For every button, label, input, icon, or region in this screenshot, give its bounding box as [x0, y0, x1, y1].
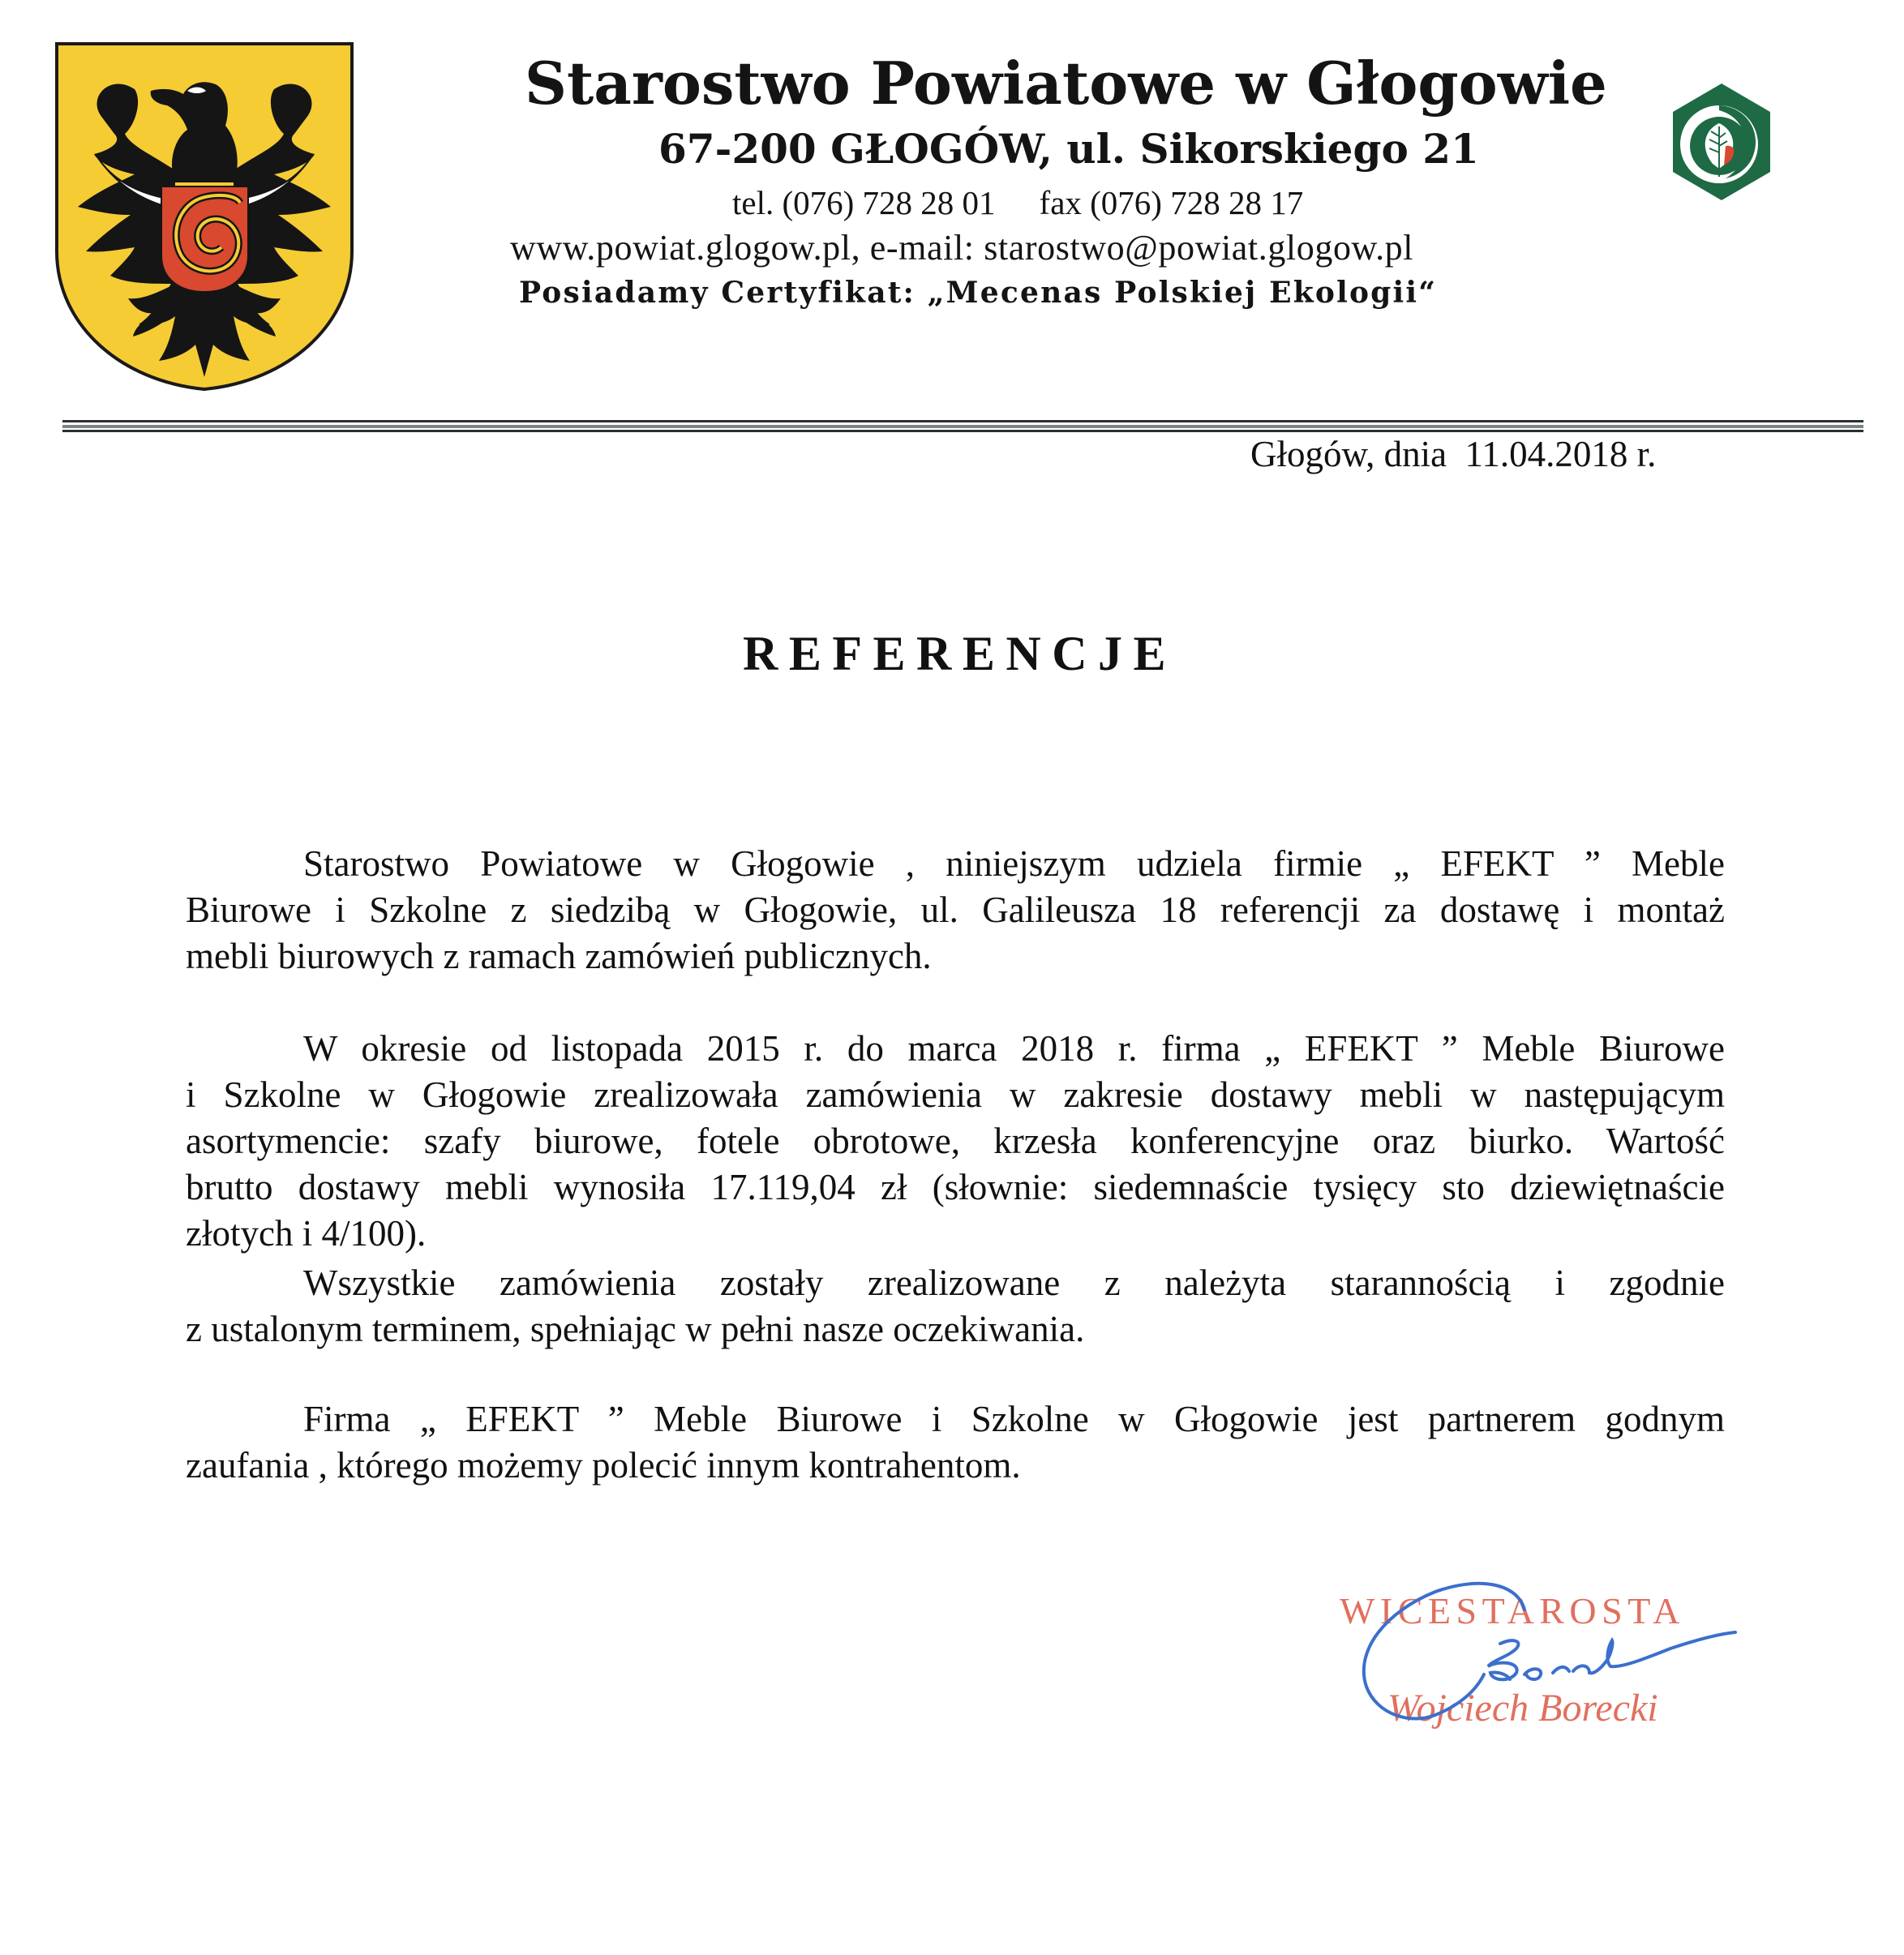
stamp-name: Wojciech Borecki	[1387, 1687, 1658, 1730]
paragraph-2	[186, 1026, 1725, 1257]
web-email-line: www.powiat.glogow.pl, e-mail: starostwo@powiat.glogow.pl	[510, 228, 1414, 268]
handwritten-signature-icon	[1322, 1553, 1792, 1747]
text-line: złotych i 4/100).	[186, 1213, 427, 1254]
text-line: zaufania , którego możemy polecić innym kontrahentom.	[186, 1445, 1021, 1486]
fax-number: fax (076) 728 28 17	[1039, 184, 1304, 221]
certificate-line: Posiadamy Certyfikat: „Mecenas Polskiej Ekologii“	[519, 276, 1438, 310]
text-line: Starostwo Powiatowe w Głogowie , niniejszym udziela firmie „ EFEKT ” Meble	[303, 843, 1725, 884]
contact-line	[732, 182, 1303, 224]
text-line: W okresie od listopada 2015 r. do marca 2018 r. firma „ EFEKT ” Meble Biurowe	[303, 1028, 1725, 1069]
text-line: asortymencie: szafy biurowe, fotele obrotowe, krzesła konferencyjne oraz biurko. Wartość	[186, 1121, 1725, 1161]
office-title: Starostwo Powiatowe w Głogowie	[525, 49, 1607, 118]
text-line: Wszystkie zamówienia zostały zrealizowane z należyta starannością i zgodnie	[303, 1263, 1725, 1303]
signature-block	[1322, 1553, 1792, 1747]
coat-of-arms-icon	[54, 41, 355, 392]
document-heading: REFERENCJE	[743, 627, 1177, 680]
stamp-title: WICESTAROSTA	[1340, 1590, 1685, 1631]
phone-number: tel. (076) 728 28 01	[732, 184, 996, 221]
text-line: Firma „ EFEKT ” Meble Biurowe i Szkolne w Głogowie jest partnerem godnym	[303, 1399, 1725, 1439]
paragraph-3	[186, 1260, 1725, 1353]
letter-date: Głogów, dnia 11.04.2018 r.	[1250, 434, 1657, 474]
text-line: mebli biurowych z ramach zamówień publicznych.	[186, 936, 932, 976]
paragraph-1	[186, 841, 1725, 980]
office-address: 67-200 GŁOGÓW, ul. Sikorskiego 21	[658, 125, 1479, 173]
text-line: i Szkolne w Głogowie zrealizowała zamówienia w zakresie dostawy mebli w następującym	[186, 1074, 1725, 1115]
text-line: z ustalonym terminem, spełniając w pełni nasze oczekiwania.	[186, 1309, 1085, 1349]
paragraph-4	[186, 1396, 1725, 1489]
text-line: Biurowe i Szkolne z siedzibą w Głogowie, ul. Galileusza 18 referencji za dostawę i montaż	[186, 890, 1725, 930]
text-line: brutto dostawy mebli wynosiła 17.119,04 zł (słownie: siedemnaście tysięcy sto dziewiętnaście	[186, 1167, 1725, 1207]
eco-leaf-logo-icon	[1669, 81, 1774, 203]
